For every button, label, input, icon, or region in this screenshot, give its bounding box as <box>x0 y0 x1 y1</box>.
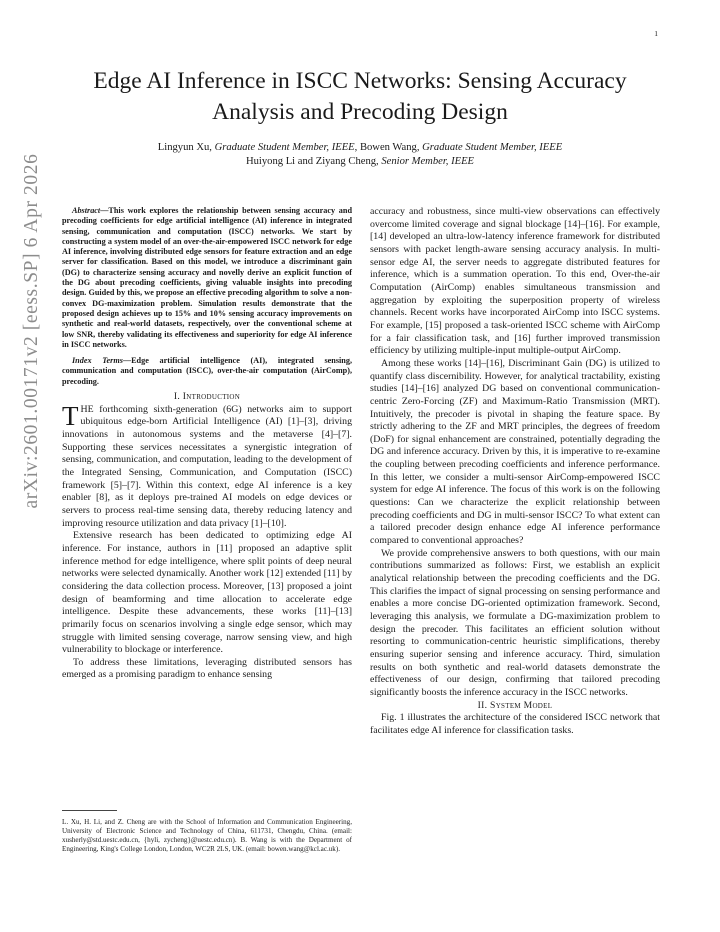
author-names-a: Lingyun Xu, <box>157 142 215 153</box>
author-line-1 <box>60 141 660 155</box>
author-line-2 <box>60 155 660 169</box>
footnote-rule <box>62 810 117 811</box>
index-terms-label: Index Terms <box>72 356 123 366</box>
author-affiliation-footnote: L. Xu, H. Li, and Z. Cheng are with the School of Information and Communication Engineering, University of Electronic Science and Technology of China, 611731, Chengdu, China. (email: xusherly@std.uestc.edu.cn, {hyli, zycheng}@uestc.edu.cn). B. Wang is with the Department of Engineering, King's College London, London, WC2R 2LS, UK. (email: bowen.wang@kcl.ac.uk). <box>62 818 352 853</box>
index-terms-text: —Edge artificial intelligence (AI), integrated sensing, communication and computation (ISCC), over-the-air computation (AirComp), precoding. <box>62 356 352 386</box>
intro-paragraph-3: To address these limitations, leveraging distributed sensors has emerged as a promising paradigm to enhance sensing <box>62 656 352 681</box>
right-paragraph-3: We provide comprehensive answers to both questions, with our main contributions summarized as follows: First, we establish an explicit analytical relationship between the precoding coefficients and the DG. This clarifies the impact of signal processing on sensing performance and enables a more concise DG-oriented optimization framework. Second, leveraging this analysis, we formulate a DG-maximization problem to design the precoder. This facilitates an efficient solution without resorting to communication-centric heuristic simplifications, thereby ensuring superior sensing and inference accuracy. Third, simulation results on both synthetic and real-world datasets demonstrate the effectiveness of our design, confirming that tailored precoding significantly boosts the inference accuracy in the ISCC networks. <box>370 547 660 698</box>
abstract <box>62 206 352 350</box>
section-heading-introduction: I. Introduction <box>173 391 241 403</box>
author-names-b: , Bowen Wang, <box>354 142 423 153</box>
author-role-a: Graduate Student Member, IEEE <box>214 142 355 153</box>
author-block <box>60 141 660 169</box>
author-role-b: Graduate Student Member, IEEE <box>422 142 563 153</box>
author-names-c: Huiyong Li and Ziyang Cheng, <box>245 156 382 167</box>
arxiv-stamp: arXiv:2601.00171v2 [eess.SP] 6 Apr 2026 <box>21 153 42 509</box>
author-role-c: Senior Member, IEEE <box>381 156 475 167</box>
section-heading-system-model: II. System Model <box>477 699 553 711</box>
index-terms <box>62 356 352 387</box>
drop-cap: T <box>62 400 79 431</box>
right-column <box>370 206 660 738</box>
abstract-text: —This work explores the relationship between sensing accuracy and precoding coefficients for edge artificial intelligence (AI) inference in integrated sensing, communication and computation (ISCC) networks. We start by constructing a system model of an over-the-air-empowered ISCC network for edge AI inference, involving distributed edge sensors for feature extraction and an edge server for classification. Based on this model, we introduce a discriminant gain (DG) to characterize sensing accuracy and novelly derive an explicit function of the DG about precoding coefficients, giving valuable insights into precoding design. Guided by this, we propose an effective precoding algorithm to solve a non-convex DG-maximization problem. Simulation results demonstrate that the proposed design achieves up to 15% and 10% sensing accuracy improvements on synthetic and real-world datasets, respectively, over the conventional scheme at low SNR, thereby validating its effectiveness and superiority for edge AI inference in ISCC networks. <box>62 206 352 349</box>
abstract-label: Abstract <box>72 206 101 215</box>
intro-paragraph-2: Extensive research has been dedicated to optimizing edge AI inference. For instance, authors in [11] proposed an adaptive split inference method for edge intelligence, where split points of deep neural networks were selected dynamically. Another work [12] extended [11] by considering the data collection process. Moreover, [13] proposed a joint design of beamforming and time allocation to accelerate edge intelligence. Despite these advancements, these works [11]–[13] primarily focus on scenarios involving a single edge sensor, which may struggle with limited sensing coverage, narrow sensing view, and high vulnerability to blockage or interference. <box>62 530 352 656</box>
right-paragraph-4: Fig. 1 illustrates the architecture of the considered ISCC network that facilitates edge AI inference for classification tasks. <box>370 712 660 736</box>
intro-paragraph-1 <box>62 400 352 531</box>
right-paragraph-2: Among these works [14]–[16], Discriminant Gain (DG) is utilized to quantify class discernibility. However, for analytical tractability, existing studies [14]–[16] analyzed DG based on conventional communication-centric Zero-Forcing (ZF) and Maximum-Ratio Transmission (MRT). Intuitively, the precoder is pivotal in shaping the feature space. By strictly adhering to the ZF and MRT principles, the degrees of freedom (DoF) for signal enhancement are constrained, potentially degrading the DG and inference accuracy. Driven by this, it is imperative to re-examine the coupling between precoding coefficients and inference performance. In this letter, we consider a multi-sensor AirComp-empowered ISCC system for edge AI inference. The focus of this work is on the following questions: Can we characterize the explicit relationship between precoding coefficients and DG in multi-sensor ISCC? To what extent can a tailored precoder design enhance edge AI inference performance compared to conventional approaches? <box>370 357 660 547</box>
left-column <box>62 206 352 682</box>
paper-title: Edge AI Inference in ISCC Networks: Sensing Accuracy Analysis and Precoding Design <box>93 68 627 125</box>
page-number: 1 <box>654 29 658 38</box>
intro-paragraph-1-text: HE forthcoming sixth-generation (6G) networks aim to support ubiquitous edge-born Artificial Intelligence (AI) [1]–[3], driving innovations in autonomous systems and the metaverse [4]–[7]. Supporting these services necessitates a synergistic integration of sensing, communication, and computation, leading to the development of the Integrated Sensing, Communication, and Computation (ISCC) framework [5]–[7]. Within this context, edge AI inference is a key enabler [8], as it deploys pre-trained AI models on edge devices or servers to process real-time sensing data, thereby reducing latency and improving resource utilization and data privacy [1]–[10]. <box>62 403 352 529</box>
right-paragraph-1: accuracy and robustness, since multi-view observations can effectively overcome limited coverage and signal blockage [14]–[16]. For example, [14] developed an ultra-low-latency inference framework for distributed sensors with packet length-aware sensing accuracy analysis. In multi-sensor edge AI, the server needs to aggregate distributed features for inference, which is a summation operation. To this end, Over-the-air Computation (AirComp) enables simultaneous transmission and aggregation by exploiting the superposition property of wireless channels. Recent works have incorporated AirComp into ISCC systems. For example, [15] proposed a task-oriented ISCC scheme with AirComp for a fair classification task, and [16] further improved transmission efficiency by utilizing multiple-input multiple-output AirComp. <box>370 206 660 357</box>
